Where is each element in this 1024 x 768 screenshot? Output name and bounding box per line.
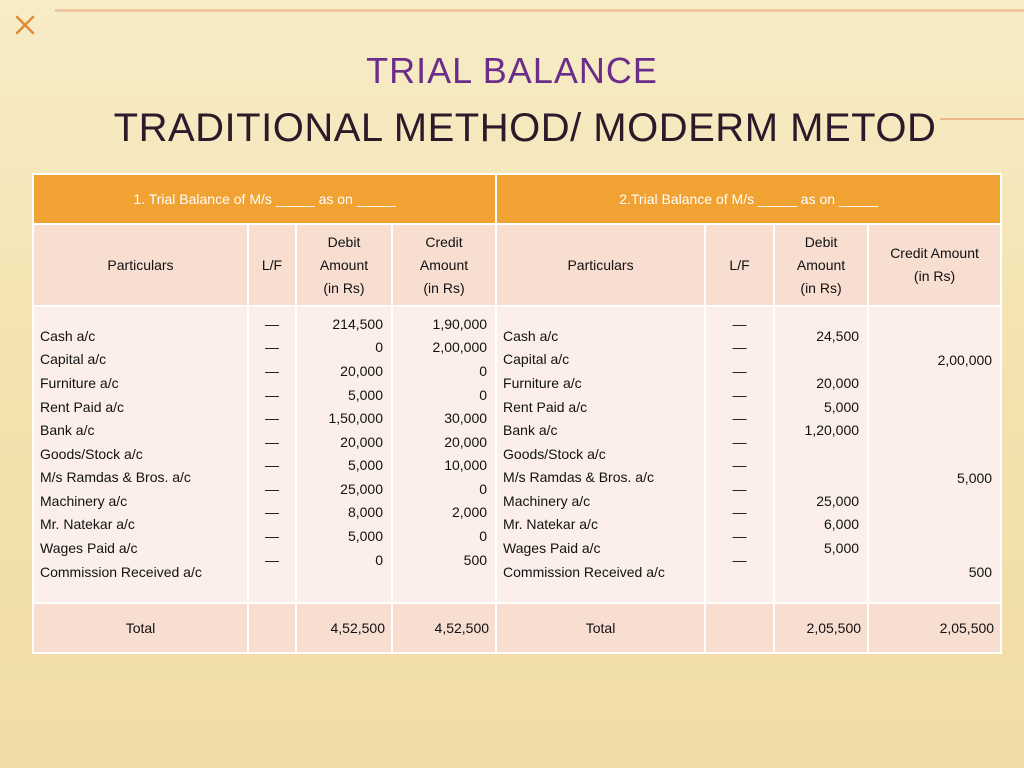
t1-lf-item: — [265,457,279,474]
t2-lf-item: — [732,504,747,521]
t1-particular-item: Commission Received a/c [40,563,202,580]
t1-particular-item: Rent Paid a/c [40,398,125,415]
t2-lf-item: — [732,410,747,427]
t1-particular-item: Capital a/c [40,351,107,368]
t1-lf-cell [248,306,296,603]
t2-lf-cell [705,306,774,603]
t1-particular-item: Wages Paid a/c [40,540,138,557]
t1-debit-header: Debit Amount (in Rs) [296,224,392,306]
t1-particular-item: Goods/Stock a/c [40,445,143,462]
t2-particular-item: Rent Paid a/c [503,398,588,415]
t2-total-label: Total [496,603,705,653]
t1-lf-item: — [265,433,279,450]
t1-particular-item: Cash a/c [40,327,96,344]
t1-debit-item: 25,000 [340,481,383,498]
t2-lf-item: — [732,551,747,568]
t1-particular-item: Furniture a/c [40,374,119,391]
t1-lf-item: — [265,410,279,427]
t1-total-label: Total [33,603,248,653]
t1-debit-cell [296,306,392,603]
t2-debit-cell [774,306,868,603]
t1-particular-item: Machinery a/c [40,492,128,509]
t2-particular-item: Wages Paid a/c [503,540,601,557]
t1-credit-item: 0 [479,528,488,545]
t1-credit-cell [392,306,496,603]
t1-lf-item: — [265,339,279,356]
t2-particular-item: Cash a/c [503,327,559,344]
t1-debit-item: 20,000 [340,433,383,450]
t2-credit-item [869,490,992,514]
t1-lf-item: — [265,386,279,403]
t2-debit-item: 6,000 [823,516,860,533]
t1-debit-item: 8,000 [347,504,383,521]
t2-total-credit: 2,05,500 [868,603,1001,653]
t1-credit-item: 0 [479,481,488,498]
t2-total-debit: 2,05,500 [774,603,868,653]
t2-credit-item: 500 [968,563,993,580]
t1-debit-item: 0 [375,551,383,568]
t1-particular-item: Mr. Natekar a/c [40,516,135,533]
t2-particular-item: Mr. Natekar a/c [503,516,598,533]
t2-lf-item: — [732,481,747,498]
t2-credit-item [869,419,992,443]
t1-credit-item: 1,90,000 [432,315,488,332]
t2-credit-item [869,537,992,561]
t1-debit-item: 5,000 [347,457,383,474]
t2-lf-item: — [732,339,747,356]
t2-lf-item: — [732,528,747,545]
t1-debit-item: 5,000 [347,528,383,545]
t1-particulars-header: Particulars [33,224,248,306]
t1-particulars-cell [33,306,248,603]
t2-particular-item: M/s Ramdas & Bros. a/c [503,469,654,486]
t1-lf-item: — [265,504,279,521]
t2-particular-item: Capital a/c [503,351,570,368]
t2-debit-item: 25,000 [816,492,860,509]
t2-lf-header: L/F [705,224,774,306]
t2-debit-item: 1,20,000 [804,422,860,439]
t2-credit-header: Credit Amount (in Rs) [868,224,1001,306]
t2-particulars-header: Particulars [496,224,705,306]
t1-particular-item: M/s Ramdas & Bros. a/c [40,469,191,486]
t2-debit-header: Debit Amount (in Rs) [774,224,868,306]
t2-particulars-cell [496,306,705,603]
t1-credit-item: 10,000 [444,457,488,474]
t1-total-credit: 4,52,500 [392,603,496,653]
t2-credit-cell [868,306,1001,603]
t2-debit-item [775,561,859,585]
t2-lf-item: — [732,457,747,474]
t2-debit-item [775,348,859,372]
t1-debit-item: 1,50,000 [328,410,383,427]
t1-total-lf [248,603,296,653]
t1-credit-item: 2,000 [451,504,488,521]
t2-credit-item [869,513,992,537]
slide-subtitle: TRADITIONAL METHOD/ MODERM METOD [113,106,937,150]
t2-particular-item: Bank a/c [503,422,558,439]
t1-lf-item: — [265,363,279,380]
t1-credit-item: 0 [479,386,488,403]
t2-credit-item [869,396,992,420]
t1-lf-item: — [265,551,279,568]
t2-credit-item: 5,000 [957,469,993,486]
t2-debit-item [775,443,859,467]
t2-lf-item: — [732,386,747,403]
table2-heading: 2.Trial Balance of M/s _____ as on _____ [496,174,1001,224]
t2-debit-item: 5,000 [823,398,860,415]
star-decor-icon [14,14,36,36]
t1-lf-item: — [265,481,279,498]
t1-debit-item: 20,000 [340,363,383,380]
t1-debit-item: 5,000 [347,386,383,403]
t1-credit-item: 30,000 [444,410,488,427]
t1-credit-item: 500 [463,551,488,568]
t1-lf-header: L/F [248,224,296,306]
t1-total-debit: 4,52,500 [296,603,392,653]
t2-total-lf [705,603,774,653]
column-header-row [33,224,1001,306]
t1-credit-header: Credit Amount (in Rs) [392,224,496,306]
trial-balance-table [32,173,1002,654]
t2-particular-item: Goods/Stock a/c [503,445,606,462]
t2-credit-item: 2,00,000 [937,351,993,368]
t2-particular-item: Commission Received a/c [503,563,665,580]
t2-lf-item: — [732,363,747,380]
t2-particular-item: Machinery a/c [503,492,591,509]
top-decor-rule [55,9,1024,12]
t1-lf-item: — [265,528,279,545]
slide-title: TRIAL BALANCE [366,50,658,91]
total-row [33,603,1001,653]
t2-debit-item: 5,000 [823,540,860,557]
t1-credit-item: 2,00,000 [432,339,488,356]
t2-debit-item: 20,000 [816,374,860,391]
t1-lf-item: — [265,315,279,332]
t2-lf-item: — [732,315,747,332]
t2-debit-item [775,466,859,490]
table1-heading: 1. Trial Balance of M/s _____ as on _____ [33,174,496,224]
t2-lf-item: — [732,433,747,450]
table-body-row [33,306,1001,603]
t1-debit-item: 214,500 [332,315,383,332]
t1-debit-item: 0 [375,339,383,356]
t1-credit-item: 20,000 [444,433,488,450]
t1-credit-item: 0 [479,363,488,380]
t2-credit-item [869,372,992,396]
t2-particular-item: Furniture a/c [503,374,582,391]
t2-credit-item [869,443,992,467]
table-heading-row [33,174,1001,224]
t1-particular-item: Bank a/c [40,422,95,439]
t2-debit-item: 24,500 [816,327,860,344]
